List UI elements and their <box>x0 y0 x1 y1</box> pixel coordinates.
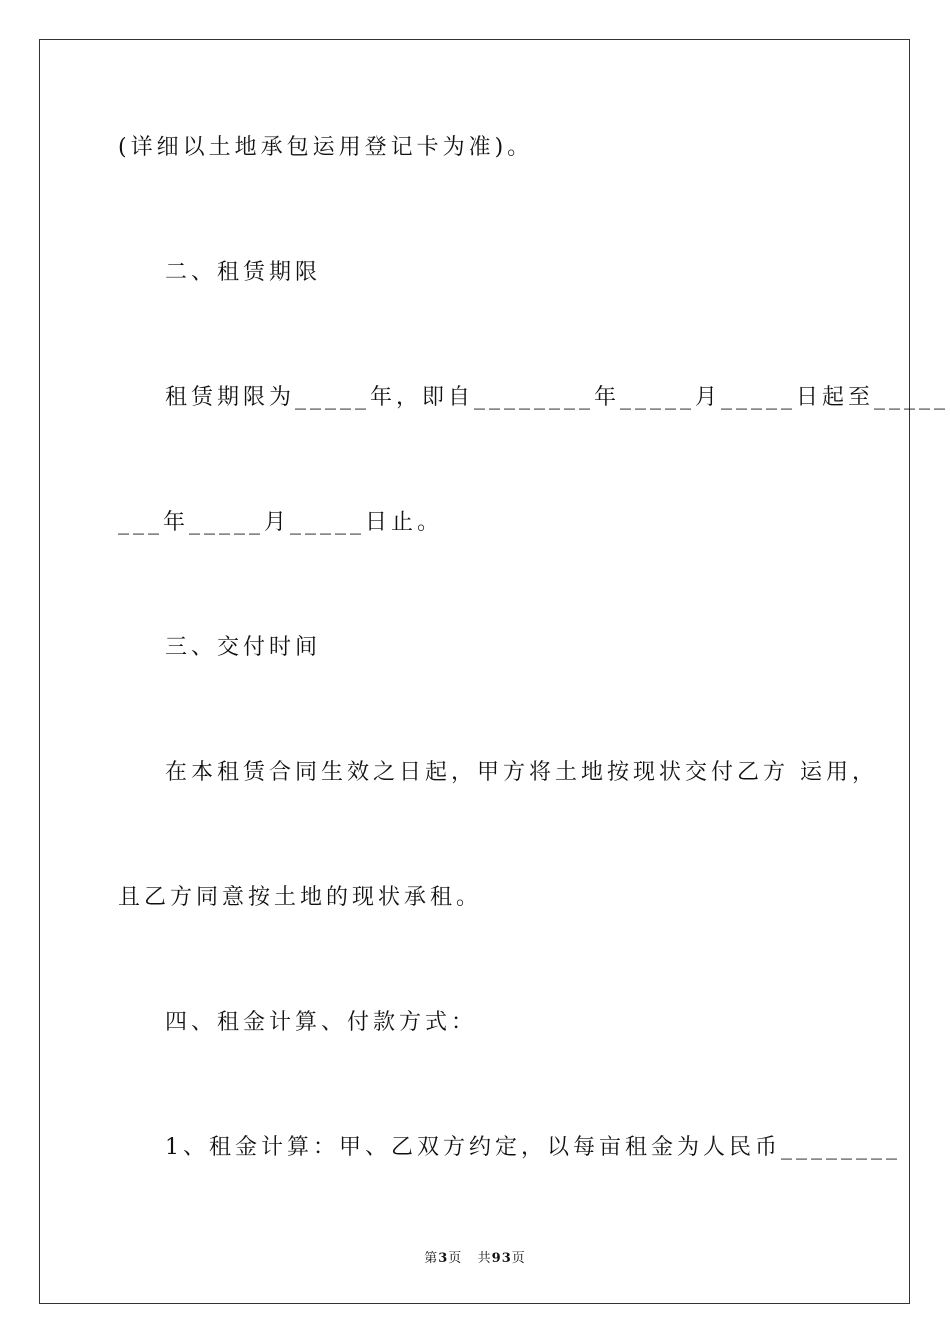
section-heading-lease-term: 二、租赁期限 <box>165 260 322 285</box>
footer-page-number: 3 <box>438 1251 449 1266</box>
footer-prefix: 第 <box>424 1251 439 1266</box>
footer-mid: 页 共 <box>448 1251 492 1266</box>
footer-total-pages: 93 <box>491 1251 512 1266</box>
section-heading-rent-payment: 四、租金计算、付款方式： <box>165 1010 478 1035</box>
paragraph-delivery-1: 在本租赁合同生效之日起，甲方将土地按现状交付乙方 运用， <box>165 760 878 785</box>
paragraph-detail-note: (详细以土地承包运用登记卡为准)。 <box>118 135 534 160</box>
footer-suffix: 页 <box>511 1251 526 1266</box>
page-footer <box>0 1247 950 1266</box>
paragraph-lease-term-2: ___年_____月_____日止。 <box>118 510 444 535</box>
paragraph-rent-calculation: 1、租金计算：甲、乙双方约定，以每亩租金为人民币________ <box>165 1135 901 1160</box>
page-border <box>39 39 910 1304</box>
paragraph-lease-term-1: 租赁期限为_____年，即自________年_____月_____日起至_____ <box>165 385 950 410</box>
section-heading-delivery-time: 三、交付时间 <box>165 635 322 660</box>
paragraph-delivery-2: 且乙方同意按土地的现状承租。 <box>118 885 483 910</box>
